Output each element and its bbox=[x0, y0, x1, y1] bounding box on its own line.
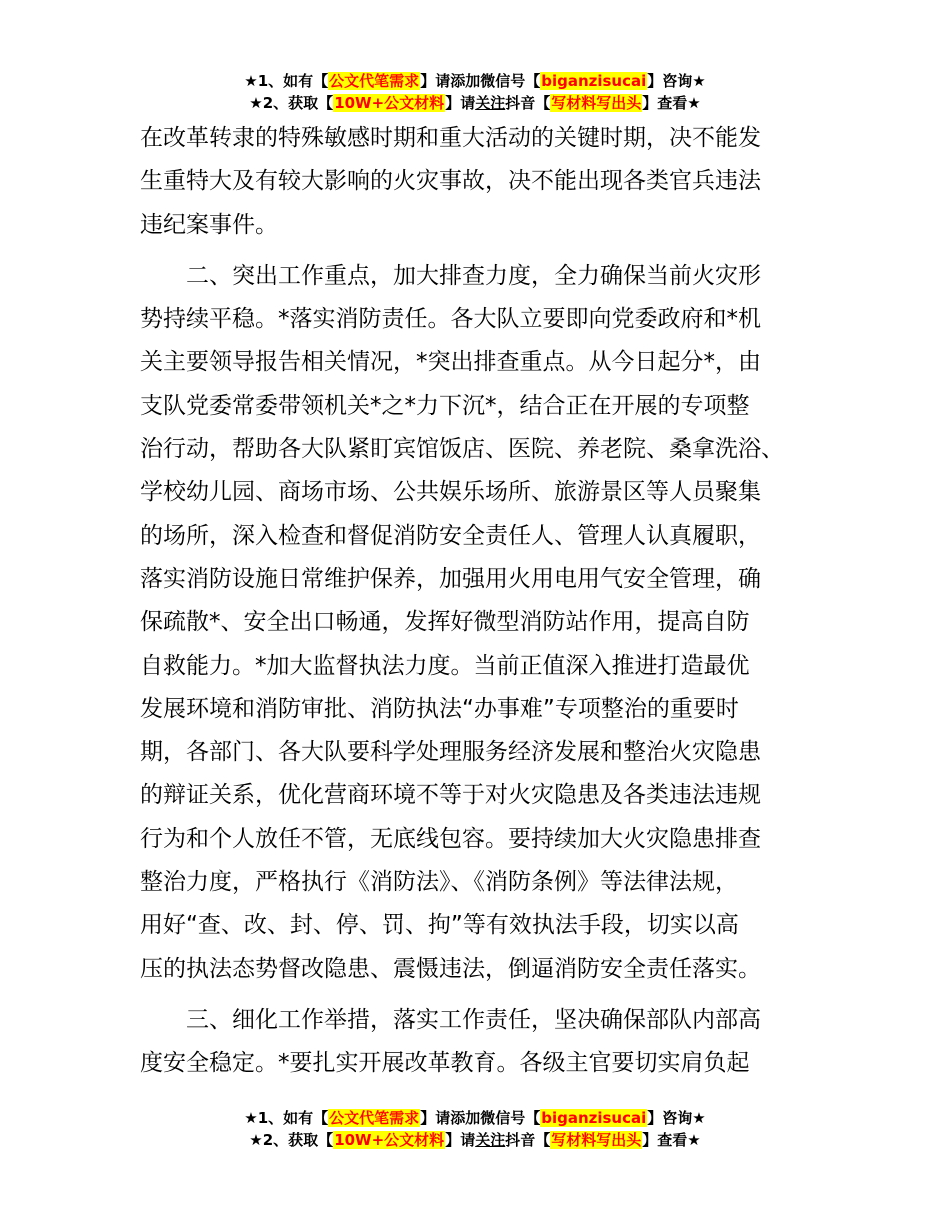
banner-text: 】请添加微信号【 bbox=[420, 72, 541, 90]
text-line: 期，各部门、各大队要科学处理服务经济发展和整治火灾隐患 bbox=[140, 739, 761, 766]
text-line: 三、细化工作举措，落实工作责任，坚决确保部队内部高 bbox=[186, 1006, 761, 1033]
banner-text: ★1、如有【 bbox=[244, 72, 329, 90]
banner-text: ★1、如有【 bbox=[244, 1109, 329, 1127]
text-line: 落实消防设施日常维护保养，加强用火用电用气安全管理，确 bbox=[140, 565, 761, 592]
text-line: 生重特大及有较大影响的火灾事故，决不能出现各类官兵违法 bbox=[140, 168, 761, 195]
text-line: 压的执法态势督改隐患、震慑违法，倒逼消防安全责任落实。 bbox=[140, 955, 761, 982]
text-line: 自救能力。*加大监督执法力度。当前正值深入推进打造最优 bbox=[140, 652, 750, 679]
document-body bbox=[140, 117, 830, 1086]
text-line: 行为和个人放任不管，无底线包容。要持续加大火灾隐患排查 bbox=[140, 825, 761, 852]
banner-line-1 bbox=[0, 70, 950, 92]
text-line: 的辩证关系，优化营商环境不等于对火灾隐患及各类违法违规 bbox=[140, 782, 761, 809]
banner-line-1 bbox=[0, 1107, 950, 1129]
highlight-text: 写材料写出头 bbox=[551, 1131, 642, 1149]
underlined-text: 关注 bbox=[475, 94, 506, 112]
text-line: 整治力度，严格执行《消防法》、《消防条例》等法律法规， bbox=[140, 869, 738, 896]
text-line: 的场所，深入检查和督促消防安全责任人、管理人认真履职， bbox=[140, 522, 761, 549]
banner-text: 抖音【 bbox=[505, 94, 551, 112]
banner-line-2 bbox=[0, 1129, 950, 1151]
text-line: 违纪案事件。 bbox=[140, 211, 278, 238]
highlight-text: biganzisucai bbox=[541, 72, 647, 90]
banner-text: 】查看★ bbox=[642, 1131, 701, 1149]
footer-banner bbox=[0, 1107, 950, 1151]
banner-text: ★2、获取【 bbox=[249, 94, 334, 112]
text-line: 势持续平稳。*落实消防责任。各大队立要即向党委政府和*机 bbox=[140, 306, 761, 333]
banner-text: 】咨询★ bbox=[647, 1109, 706, 1127]
text-line: 发展环境和消防审批、消防执法“办事难”专项整治的重要时 bbox=[140, 695, 739, 722]
banner-text: 】请 bbox=[445, 94, 476, 112]
highlight-text: 10W+公文材料 bbox=[334, 1131, 445, 1149]
highlight-text: 写材料写出头 bbox=[551, 94, 642, 112]
highlight-text: biganzisucai bbox=[541, 1109, 647, 1127]
text-line: 关主要领导报告相关情况，*突出排查重点。从今日起分*，由 bbox=[140, 349, 761, 376]
header-banner bbox=[0, 70, 950, 114]
text-line: 在改革转隶的特殊敏感时期和重大活动的关键时期，决不能发 bbox=[140, 125, 761, 151]
text-line: 度安全稳定。*要扎实开展改革教育。各级主官要切实肩负起 bbox=[140, 1050, 750, 1077]
highlight-text: 10W+公文材料 bbox=[334, 94, 445, 112]
paragraph-2 bbox=[140, 255, 830, 991]
text-line: 保疏散*、安全出口畅通，发挥好微型消防站作用，提高自防 bbox=[140, 609, 750, 636]
text-line: 学校幼儿园、商场市场、公共娱乐场所、旅游景区等人员聚集 bbox=[140, 479, 761, 506]
banner-text: 】请添加微信号【 bbox=[420, 1109, 541, 1127]
highlight-text: 公文代笔需求 bbox=[329, 1109, 420, 1127]
banner-text: 抖音【 bbox=[505, 1131, 551, 1149]
banner-text: 】咨询★ bbox=[647, 72, 706, 90]
paragraph-3 bbox=[140, 999, 830, 1086]
text-line: 支队党委常委带领机关*之*力下沉*，结合正在开展的专项整 bbox=[140, 392, 750, 419]
banner-text: 】查看★ bbox=[642, 94, 701, 112]
banner-line-2 bbox=[0, 92, 950, 114]
paragraph-1 bbox=[140, 117, 830, 247]
text-line: 用好“查、改、封、停、罚、拘”等有效执法手段，切实以高 bbox=[140, 912, 739, 939]
underlined-text: 关注 bbox=[475, 1131, 506, 1149]
text-line: 治行动，帮助各大队紧盯宾馆饭店、医院、养老院、桑拿洗浴、 bbox=[140, 436, 784, 463]
highlight-text: 公文代笔需求 bbox=[329, 72, 420, 90]
banner-text: ★2、获取【 bbox=[249, 1131, 334, 1149]
banner-text: 】请 bbox=[445, 1131, 476, 1149]
text-line: 二、突出工作重点，加大排查力度，全力确保当前火灾形 bbox=[186, 262, 761, 289]
